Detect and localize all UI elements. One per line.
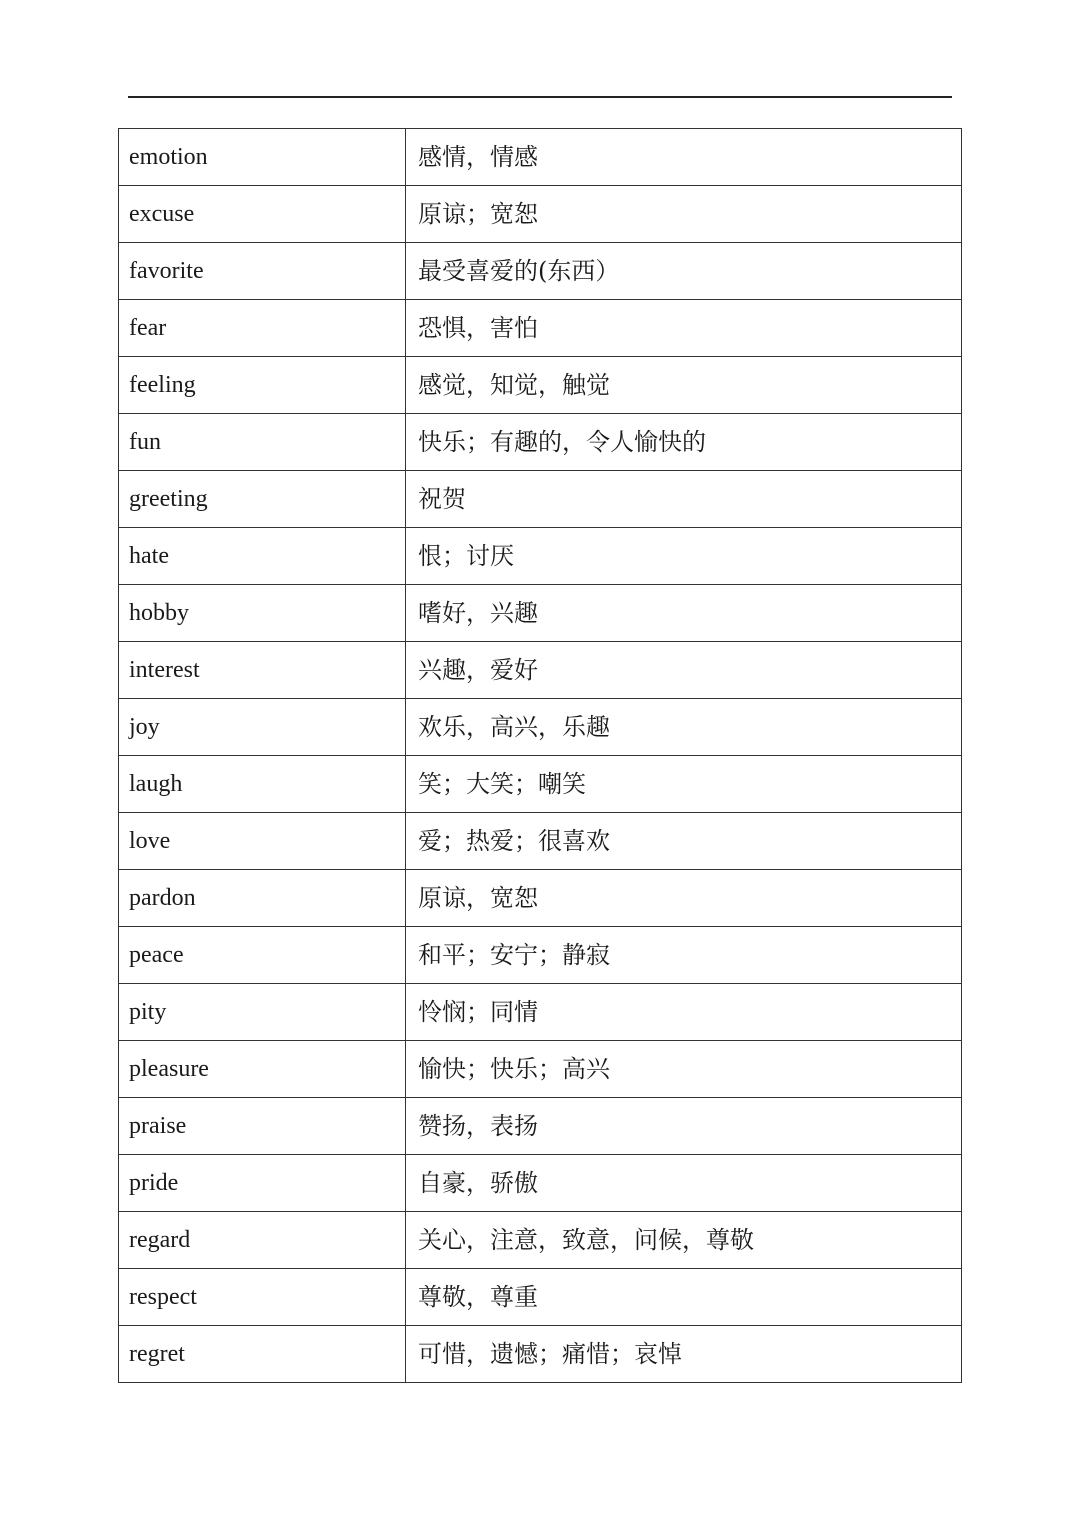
table-row: [119, 699, 962, 756]
vocab-word: regard: [119, 1212, 406, 1269]
table-row: [119, 1098, 962, 1155]
vocab-meaning: 怜悯；同情: [406, 984, 962, 1041]
vocab-meaning: 最受喜爱的(东西）: [406, 243, 962, 300]
vocab-meaning: 关心，注意，致意，问候，尊敬: [406, 1212, 962, 1269]
table-row: [119, 1269, 962, 1326]
vocab-word: feeling: [119, 357, 406, 414]
table-row: [119, 870, 962, 927]
vocab-word: fun: [119, 414, 406, 471]
vocab-word: respect: [119, 1269, 406, 1326]
vocab-meaning: 欢乐，高兴，乐趣: [406, 699, 962, 756]
vocab-word: joy: [119, 699, 406, 756]
vocab-meaning: 可惜，遗憾；痛惜；哀悼: [406, 1326, 962, 1383]
vocab-meaning: 爱；热爱；很喜欢: [406, 813, 962, 870]
vocab-word: greeting: [119, 471, 406, 528]
vocab-word: pardon: [119, 870, 406, 927]
vocab-meaning: 愉快；快乐；高兴: [406, 1041, 962, 1098]
table-row: [119, 357, 962, 414]
vocab-meaning: 感觉，知觉，触觉: [406, 357, 962, 414]
vocabulary-table: [118, 128, 962, 1383]
table-row: [119, 300, 962, 357]
vocab-meaning: 祝贺: [406, 471, 962, 528]
vocab-word: hate: [119, 528, 406, 585]
vocab-word: interest: [119, 642, 406, 699]
vocab-meaning: 感情，情感: [406, 129, 962, 186]
vocab-meaning: 恨；讨厌: [406, 528, 962, 585]
table-row: [119, 414, 962, 471]
table-row: [119, 129, 962, 186]
vocab-word: laugh: [119, 756, 406, 813]
vocab-word: pleasure: [119, 1041, 406, 1098]
vocab-word: pity: [119, 984, 406, 1041]
vocab-word: peace: [119, 927, 406, 984]
vocab-word: praise: [119, 1098, 406, 1155]
table-row: [119, 927, 962, 984]
vocab-word: hobby: [119, 585, 406, 642]
table-row: [119, 243, 962, 300]
table-row: [119, 528, 962, 585]
table-row: [119, 1041, 962, 1098]
vocab-meaning: 原谅；宽恕: [406, 186, 962, 243]
vocab-meaning: 兴趣，爱好: [406, 642, 962, 699]
vocab-word: regret: [119, 1326, 406, 1383]
vocab-meaning: 快乐；有趣的，令人愉快的: [406, 414, 962, 471]
vocab-meaning: 自豪，骄傲: [406, 1155, 962, 1212]
vocab-word: emotion: [119, 129, 406, 186]
vocab-word: favorite: [119, 243, 406, 300]
table-row: [119, 186, 962, 243]
table-row: [119, 1155, 962, 1212]
vocab-meaning: 恐惧，害怕: [406, 300, 962, 357]
table-row: [119, 813, 962, 870]
vocab-word: love: [119, 813, 406, 870]
vocab-meaning: 原谅，宽恕: [406, 870, 962, 927]
vocab-meaning: 赞扬，表扬: [406, 1098, 962, 1155]
vocab-meaning: 嗜好，兴趣: [406, 585, 962, 642]
table-row: [119, 1212, 962, 1269]
vocab-meaning: 和平；安宁；静寂: [406, 927, 962, 984]
table-row: [119, 585, 962, 642]
table-row: [119, 756, 962, 813]
vocab-meaning: 尊敬，尊重: [406, 1269, 962, 1326]
vocab-word: pride: [119, 1155, 406, 1212]
table-row: [119, 642, 962, 699]
vocab-word: excuse: [119, 186, 406, 243]
vocabulary-table-body: [119, 129, 962, 1383]
vocab-word: fear: [119, 300, 406, 357]
vocab-meaning: 笑；大笑；嘲笑: [406, 756, 962, 813]
table-row: [119, 1326, 962, 1383]
table-row: [119, 984, 962, 1041]
header-rule: [128, 96, 952, 98]
table-row: [119, 471, 962, 528]
